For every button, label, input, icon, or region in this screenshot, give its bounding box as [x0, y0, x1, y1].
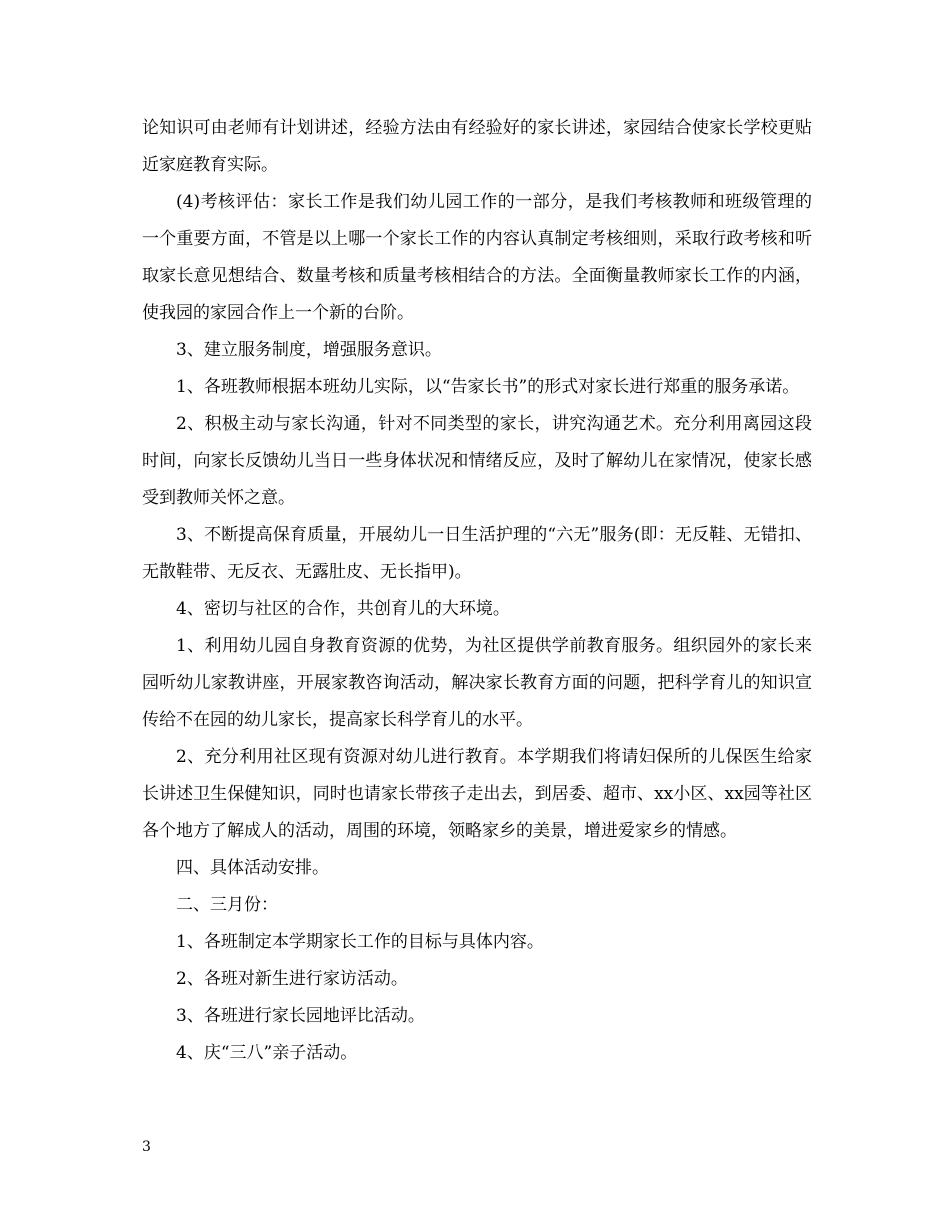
heading-activity-schedule: 四、具体活动安排。	[176, 858, 329, 878]
heading-month: 二、三月份：	[176, 895, 278, 915]
list-item: 4、庆“三八”亲子活动。	[176, 1043, 358, 1063]
paragraph-community-service: 1、利用幼儿园自身教育资源的优势，为社区提供学前教育服务。组织园外的家长来园听幼儿家教讲座，开展家教咨询活动，解决家长教育方面的问题，把科学育儿的知识宣传给不在园的幼儿家长，提高家长科学育儿的水平。	[142, 636, 812, 730]
paragraph-communication: 2、积极主动与家长沟通，针对不同类型的家长，讲究沟通艺术。充分利用离园这段时间，向家长反馈幼儿当日一些身体状况和情绪反应，及时了解幼儿在家情况，使家长感受到教师关怀之意。	[142, 414, 812, 508]
list-item: 3、各班进行家长园地评比活动。	[176, 1006, 425, 1026]
list-item: 1、各班制定本学期家长工作的目标与具体内容。	[176, 932, 544, 952]
paragraph-continued: 论知识可由老师有计划讲述，经验方法由有经验好的家长讲述，家园结合使家长学校更贴近家庭教育实际。	[142, 118, 812, 175]
list-item: 2、各班对新生进行家访活动。	[176, 969, 408, 989]
paragraph-service-commitment: 1、各班教师根据本班幼儿实际，以“告家长书”的形式对家长进行郑重的服务承诺。	[176, 377, 800, 397]
paragraph-community-resources: 2、充分利用社区现有资源对幼儿进行教育。本学期我们将请妇保所的儿保医生给家长讲述卫生保健知识，同时也请家长带孩子走出去，到居委、超市、xx小区、xx园等社区各个地方了解成人的活动，周围的环境，领略家乡的美景，增进爱家乡的情感。	[142, 747, 812, 841]
document-body	[142, 110, 812, 1072]
page-number: 3	[142, 1139, 151, 1155]
heading-service-system: 3、建立服务制度，增强服务意识。	[176, 340, 442, 360]
heading-community-cooperation: 4、密切与社区的合作，共创育儿的大环境。	[176, 599, 510, 619]
paragraph-assessment: (4)考核评估：家长工作是我们幼儿园工作的一部分，是我们考核教师和班级管理的一个重要方面，不管是以上哪一个家长工作的内容认真制定考核细则，采取行政考核和听取家长意见想结合、数量考核和质量考核相结合的方法。全面衡量教师家长工作的内涵，使我园的家园合作上一个新的台阶。	[142, 192, 812, 323]
paragraph-care-quality: 3、不断提高保育质量，开展幼儿一日生活护理的“六无”服务(即：无反鞋、无错扣、无散鞋带、无反衣、无露肚皮、无长指甲)。	[142, 525, 812, 582]
